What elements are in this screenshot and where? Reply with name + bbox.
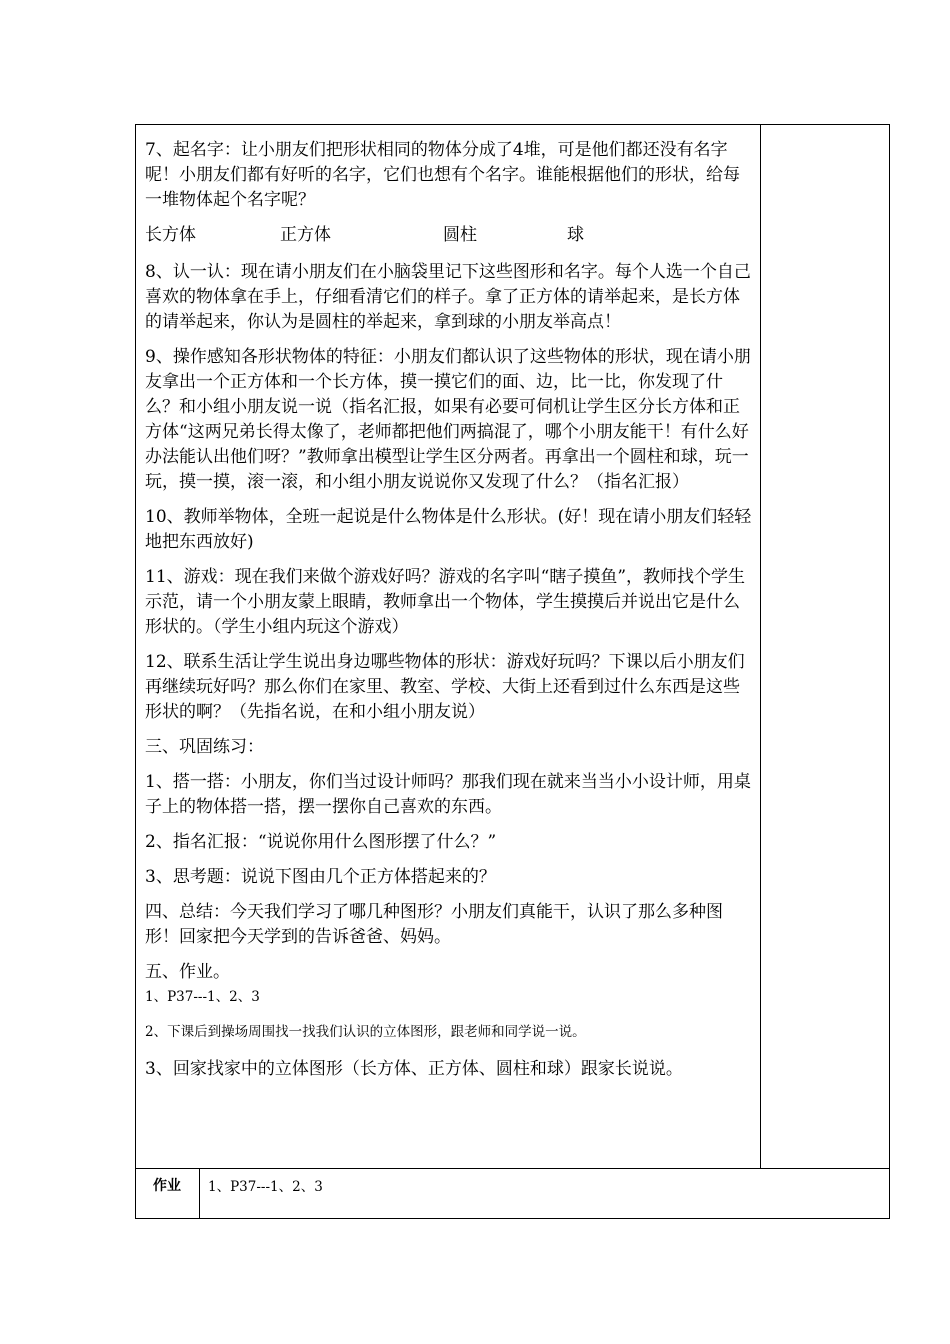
homework-label: 作业: [153, 1178, 181, 1194]
lesson-content: [145, 138, 755, 1092]
paragraph-game: 11、游戏：现在我们来做个游戏好吗？游戏的名字叫“瞎子摸鱼”，教师找个学生示范，请一个小朋友蒙上眼睛，教师拿出一个物体，学生摸摸后并说出它是什么形状的。（学生小组内玩这个游戏）: [145, 567, 746, 637]
paragraph-operate: 9、操作感知各形状物体的特征：小朋友们都认识了这些物体的形状，现在请小朋友拿出一个正方体和一个长方体，摸一摸它们的面、边，比一比，你发现了什么？和小组小朋友说一说（指名汇报，如果有必要可伺机让学生区分长方体和正方体“这两兄弟长得太像了，老师都把他们两搞混了，哪个小朋友能干！有什么好办法能认出他们呀？”教师拿出模型让学生区分两者。再拿出一个圆柱和球，玩一玩，摸一摸，滚一滚，和小组小朋友说说你又发现了什么？（指名汇报）: [145, 347, 751, 492]
shape-name-cuboid: 长方体: [145, 225, 196, 245]
homework-text: 1、P37---1、2、3: [208, 1179, 323, 1195]
exercise-think: 3、思考题：说说下图由几个正方体搭起来的？: [145, 867, 496, 887]
section-practice-heading: 三、巩固练习：: [145, 737, 264, 757]
paragraph-daily-life: 12、联系生活让学生说出身边哪些物体的形状：游戏好玩吗？下课以后小朋友们再继续玩好吗？那么你们在家里、教室、学校、大街上还看到过什么东西是这些形状的啊？（先指名说，在和小组小朋友说）: [145, 652, 745, 722]
table-row-divider: [135, 1168, 890, 1169]
shape-name-cube: 正方体: [280, 225, 331, 245]
section-homework-heading: 五、作业。: [145, 962, 230, 982]
shape-name-cylinder: 圆柱: [443, 225, 477, 245]
paragraph-teacher-shows: 10、教师举物体，全班一起说是什么物体是什么形状。(好！现在请小朋友们轻轻地把东西放好): [145, 507, 752, 552]
homework-column-divider: [199, 1168, 200, 1219]
paragraph-naming: 7、起名字：让小朋友们把形状相同的物体分成了4堆，可是他们都还没有名字呢！小朋友们都有好听的名字，它们也想有个名字。谁能根据他们的形状，给每一堆物体起个名字呢？: [145, 140, 740, 210]
exercise-report: 2、指名汇报：“说说你用什么图形摆了什么？”: [145, 832, 497, 852]
homework-item-1: 1、P37---1、2、3: [145, 989, 260, 1005]
shape-names-row: [145, 223, 755, 248]
table-column-divider: [760, 124, 761, 1169]
paragraph-recognize: 8、认一认：现在请小朋友们在小脑袋里记下这些图形和名字。每个人选一个自己喜欢的物体拿在手上，仔细看清它们的样子。拿了正方体的请举起来，是长方体的请举起来，你认为是圆柱的举起来，拿到球的小朋友举高点！: [145, 262, 751, 332]
shape-name-sphere: 球: [567, 225, 584, 245]
homework-item-2: 2、下课后到操场周围找一找我们认识的立体图形，跟老师和同学说一说。: [145, 1024, 586, 1040]
homework-item-3: 3、回家找家中的立体图形（长方体、正方体、圆柱和球）跟家长说说。: [145, 1059, 683, 1079]
exercise-build: 1、搭一搭：小朋友，你们当过设计师吗？那我们现在就来当当小小设计师，用桌子上的物体搭一搭，摆一摆你自己喜欢的东西。: [145, 772, 751, 817]
section-summary: 四、总结：今天我们学习了哪几种图形？小朋友们真能干，认识了那么多种图形！回家把今天学到的告诉爸爸、妈妈。: [145, 902, 723, 947]
